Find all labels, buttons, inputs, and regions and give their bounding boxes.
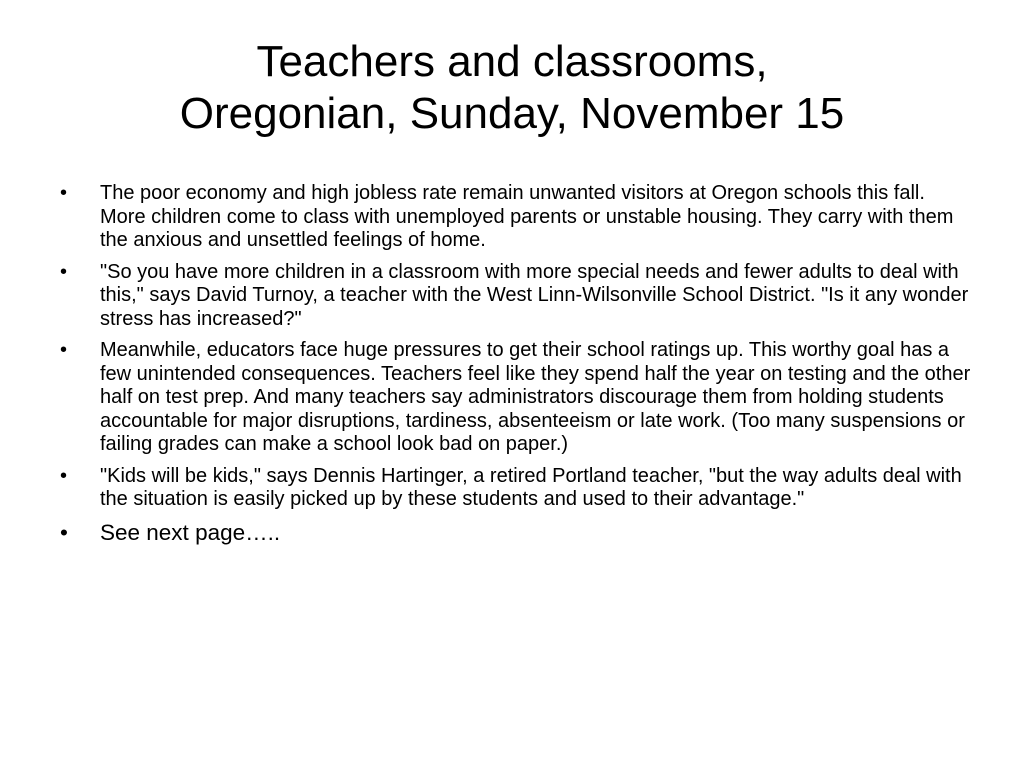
bullet-list: [60, 182, 972, 554]
title-line-1: Teachers and classrooms,: [256, 37, 768, 86]
bullet-text: The poor economy and high jobless rate remain unwanted visitors at Oregon schools this fall. More children come to class with unemployed parents or unstable housing. They carry with them the anxious and unsettled feelings of home.: [100, 182, 954, 251]
bullet-text: Meanwhile, educators face huge pressures to get their school ratings up. This worthy goal has a few unintended consequences. Teachers feel like they spend half the year on testing and the other half on test prep. And many teachers say administrators discourage them from holding students accountable for major disruptions, tardiness, absenteeism or late work. (Too many suspensions or failing grades can make a school look bad on paper.): [100, 339, 971, 455]
bullet-item: [60, 465, 972, 512]
bullet-item: [60, 261, 972, 332]
bullet-marker: •: [60, 339, 68, 361]
bullet-marker: •: [60, 464, 68, 487]
bullet-text: "Kids will be kids," says Dennis Hartinger, a retired Portland teacher, "but the way adults deal with the situation is easily picked up by these students and used to their advantage.": [100, 464, 962, 510]
bullet-marker: •: [60, 519, 68, 545]
bullet-item-see-next-page: [60, 520, 972, 546]
bullet-item: [60, 182, 972, 253]
bullet-marker: •: [60, 182, 68, 204]
bullet-item: [60, 339, 972, 457]
bullet-marker: •: [60, 260, 68, 283]
bullet-text: "So you have more children in a classroom with more special needs and fewer adults to deal with this," says David Turnoy, a teacher with the West Linn-Wilsonville School District. "Is it any wonder stress has increased?": [100, 260, 969, 330]
title-line-2: Oregonian, Sunday, November 15: [179, 89, 845, 138]
slide-title: [40, 36, 984, 140]
bullet-text: See next page…..: [100, 519, 281, 545]
